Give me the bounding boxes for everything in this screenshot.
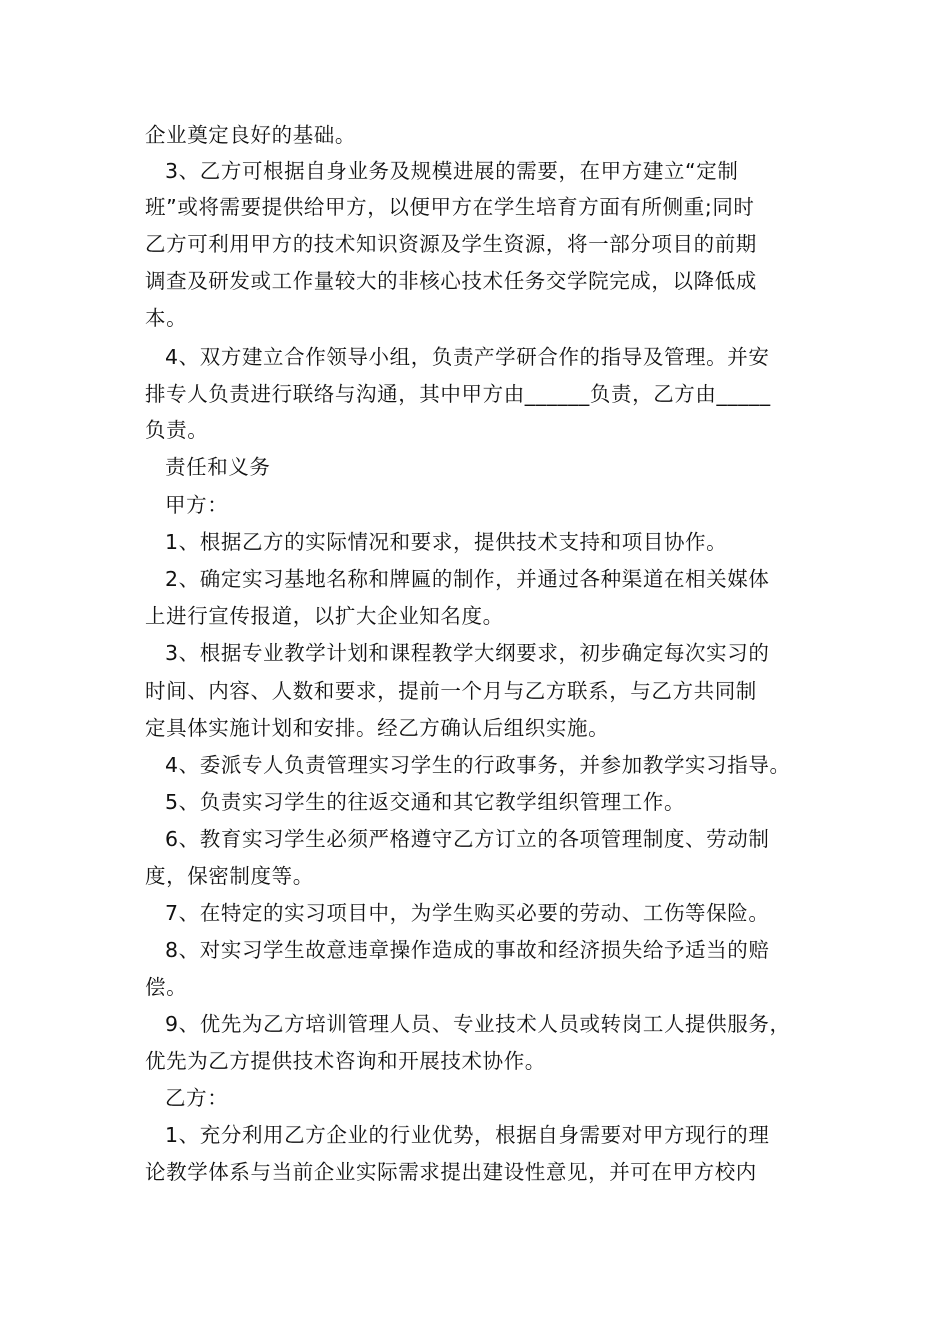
text-line: 定具体实施计划和安排。经乙方确认后组织实施。 [145,716,610,740]
text-line: 时间、内容、人数和要求，提前一个月与乙方联系，与乙方共同制 [145,679,757,703]
text-line: 乙方可利用甲方的技术知识资源及学生资源，将一部分项目的前期 [145,232,757,256]
text-line: 企业奠定良好的基础。 [145,123,356,147]
text-line: 6、教育实习学生必须严格遵守乙方订立的各项管理制度、劳动制 [165,827,770,851]
text-line: 1、根据乙方的实际情况和要求，提供技术支持和项目协作。 [165,530,728,554]
text-line: 3、乙方可根据自身业务及规模进展的需要，在甲方建立“定制 [165,159,739,183]
text-line: 本。 [145,306,188,330]
text-line: 偿。 [145,975,188,999]
text-line: 3、根据专业教学计划和课程教学大纲要求，初步确定每次实习的 [165,641,770,665]
text-line: 5、负责实习学生的往返交通和其它教学组织管理工作。 [165,790,686,814]
text-line: 优先为乙方提供技术咨询和开展技术协作。 [145,1049,546,1073]
text-line: 1、充分利用乙方企业的行业优势，根据自身需要对甲方现行的理 [165,1123,770,1147]
text-line: 调查及研发或工作量较大的非核心技术任务交学院完成，以降低成 [145,269,757,293]
text-line: 7、在特定的实习项目中，为学生购买必要的劳动、工伤等保险。 [165,901,770,925]
party-heading: 乙方： [165,1086,229,1110]
text-line: 上进行宣传报道，以扩大企业知名度。 [145,604,504,628]
party-heading: 甲方： [165,493,229,517]
text-line: 4、双方建立合作领导小组，负责产学研合作的指导及管理。并安 [165,345,770,369]
text-line: 度，保密制度等。 [145,864,314,888]
text-line: 排专人负责进行联络与沟通，其中甲方由______负责，乙方由_____ [145,382,771,406]
text-line: 2、确定实习基地名称和牌匾的制作，并通过各种渠道在相关媒体 [165,567,770,591]
text-line: 4、委派专人负责管理实习学生的行政事务，并参加教学实习指导。 [165,753,791,777]
section-heading: 责任和义务 [165,455,271,479]
text-line: 负责。 [145,418,209,442]
text-line: 班”或将需要提供给甲方，以便甲方在学生培育方面有所侧重;同时 [145,195,755,219]
text-line: 论教学体系与当前企业实际需求提出建设性意见，并可在甲方校内 [145,1160,757,1184]
text-line: 8、对实习学生故意违章操作造成的事故和经济损失给予适当的赔 [165,938,770,962]
text-line: 9、优先为乙方培训管理人员、专业技术人员或转岗工人提供服务， [165,1012,791,1036]
